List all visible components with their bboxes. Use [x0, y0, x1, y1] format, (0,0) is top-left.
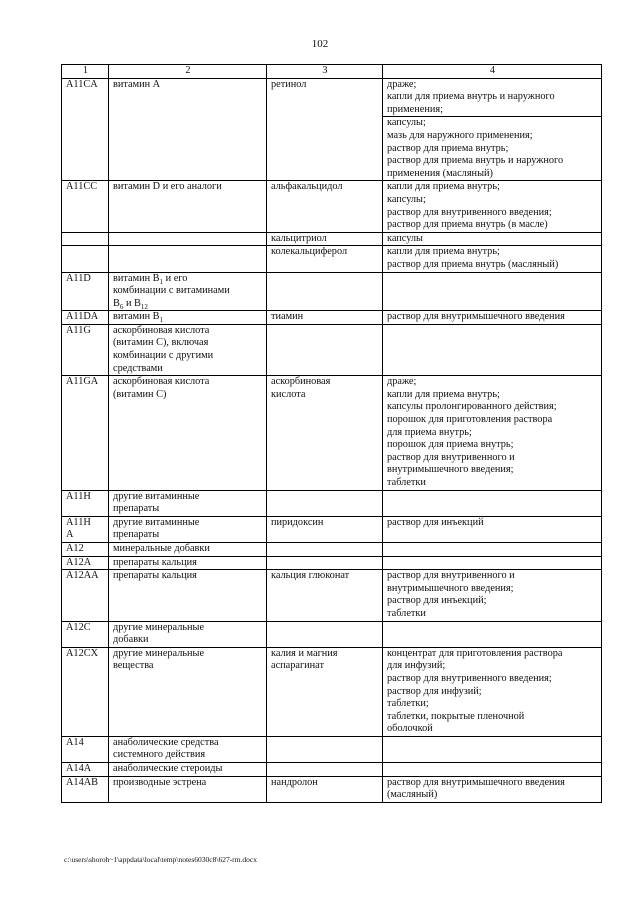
dosage-form-cell [383, 272, 602, 311]
atc-code-cell [62, 246, 109, 272]
drug-name-cell [267, 763, 383, 777]
atc-code-cell [62, 232, 109, 246]
dosage-form-cell [383, 311, 602, 325]
dosage-form-cell [383, 516, 602, 542]
atc-code-cell: A12C [62, 621, 109, 647]
atc-code-cell: A12A [62, 556, 109, 570]
table-row [62, 556, 602, 570]
dosage-form-block [387, 273, 598, 286]
table-row [62, 542, 602, 556]
atc-code-cell: A14A [62, 763, 109, 777]
drug-table [61, 64, 602, 803]
dosage-form-block [387, 543, 598, 556]
dosage-form-block: раствор для внутримышечного введения [387, 311, 565, 323]
group-cell: препараты кальция [109, 570, 267, 621]
drug-name-cell: ретинол [267, 78, 383, 181]
dosage-form-cell [383, 621, 602, 647]
column-header-2: 2 [109, 65, 267, 79]
atc-code-cell: A11GA [62, 376, 109, 490]
drug-name-cell: тиамин [267, 311, 383, 325]
dosage-form-block: капсулы; мазь для наружного применения; раствор для приема внутрь; раствор для приема внутрь и наружного применения (масляный) [383, 116, 601, 180]
group-cell: препараты кальция [109, 556, 267, 570]
dosage-form-cell [383, 246, 602, 272]
table-row [62, 570, 602, 621]
column-header-3: 3 [267, 65, 383, 79]
group-cell: витамин D и его аналоги [109, 181, 267, 232]
group-cell: производные эстрена [109, 776, 267, 802]
dosage-form-cell [383, 181, 602, 232]
table-row [62, 647, 602, 736]
table-row [62, 246, 602, 272]
dosage-form-cell [383, 232, 602, 246]
drug-name-cell: альфакальцидол [267, 181, 383, 232]
group-cell: витамин А [109, 78, 267, 181]
drug-name-cell: кальция глюконат [267, 570, 383, 621]
atc-code-cell: A12 [62, 542, 109, 556]
dosage-form-block: капсулы [387, 232, 423, 244]
table-row [62, 621, 602, 647]
dosage-form-cell [383, 542, 602, 556]
table-header-row [62, 65, 602, 79]
group-cell: аскорбиновая кислота (витамин С) [109, 376, 267, 490]
drug-name-cell [267, 490, 383, 516]
table-row [62, 272, 602, 311]
atc-code-cell: A11CA [62, 78, 109, 181]
dosage-form-cell [383, 78, 602, 181]
dosage-form-cell [383, 490, 602, 516]
drug-name-cell: калия и магния аспарагинат [267, 647, 383, 736]
drug-name-cell: нандролон [267, 776, 383, 802]
group-cell: витамин $B_1$ и его комбинации с витаминами $B_6$ и $B_{12}$ [109, 272, 267, 311]
atc-code-cell: A11CC [62, 181, 109, 232]
drug-name-cell: кальцитриол [267, 232, 383, 246]
group-cell: другие минеральные вещества [109, 647, 267, 736]
atc-code-cell: A11H [62, 490, 109, 516]
dosage-form-block: раствор для инъекций [387, 516, 484, 528]
dosage-form-cell [383, 376, 602, 490]
dosage-form-block: драже; капли для приема внутрь; капсулы пролонгированного действия; порошок для приготовления раствора для приема внутрь; порошок для приема внутрь; раствор для внутривенного и внутримышечного введения; таблетки [387, 376, 557, 488]
dosage-form-block [387, 557, 598, 570]
group-cell: другие витаминные препараты [109, 490, 267, 516]
group-cell: другие минеральные добавки [109, 621, 267, 647]
dosage-form-block [387, 737, 598, 750]
drug-name-cell [267, 736, 383, 762]
group-cell [109, 232, 267, 246]
atc-code-cell: A12AA [62, 570, 109, 621]
drug-name-cell [267, 324, 383, 375]
table-body [62, 78, 602, 802]
group-cell: минеральные добавки [109, 542, 267, 556]
dosage-form-block [387, 491, 598, 504]
drug-name-cell [267, 272, 383, 311]
group-cell: аскорбиновая кислота (витамин С), включая комбинации с другими средствами [109, 324, 267, 375]
atc-code-cell: A11D [62, 272, 109, 311]
table-row [62, 324, 602, 375]
drug-name-cell [267, 556, 383, 570]
dosage-form-cell [383, 776, 602, 802]
dosage-form-block [387, 622, 598, 635]
dosage-form-cell [383, 570, 602, 621]
drug-name-cell: аскорбиновая кислота [267, 376, 383, 490]
atc-code-cell: A12CX [62, 647, 109, 736]
atc-code-cell: A14AB [62, 776, 109, 802]
dosage-form-block [387, 763, 598, 776]
dosage-form-cell [383, 324, 602, 375]
group-cell: витамин $B_1$ [109, 311, 267, 325]
atc-code-cell: A11DA [62, 311, 109, 325]
table-row [62, 376, 602, 490]
atc-code-cell: A14 [62, 736, 109, 762]
table-row [62, 181, 602, 232]
table-row [62, 736, 602, 762]
dosage-form-block [387, 325, 598, 338]
dosage-form-block: капли для приема внутрь; раствор для приема внутрь (масляный) [387, 246, 559, 270]
table-row [62, 776, 602, 802]
dosage-form-cell [383, 647, 602, 736]
dosage-form-cell [383, 556, 602, 570]
table-row [62, 311, 602, 325]
dosage-form-block: драже; капли для приема внутрь и наружного применения; [387, 78, 555, 115]
dosage-form-block: раствор для внутривенного и внутримышечного введения; раствор для инъекций; таблетки [387, 570, 515, 619]
drug-name-cell [267, 542, 383, 556]
group-cell [109, 246, 267, 272]
page-number: 102 [311, 38, 329, 50]
group-cell: анаболические средства системного действия [109, 736, 267, 762]
dosage-form-block: концентрат для приготовления раствора для инфузий; раствор для внутривенного введения; раствор для инфузий; таблетки; таблетки, покрытые пленочной оболочкой [387, 647, 563, 735]
column-header-4: 4 [383, 65, 602, 79]
table-row [62, 78, 602, 181]
column-header-1: 1 [62, 65, 109, 79]
drug-name-cell [267, 621, 383, 647]
drug-name-cell: колекальциферол [267, 246, 383, 272]
atc-code-cell: A11H A [62, 516, 109, 542]
footer-file-path: c:\users\shoroh~1\appdata\local\temp\notes6030c8\627-rm.docx [64, 855, 257, 864]
dosage-form-cell [383, 763, 602, 777]
dosage-form-block: капли для приема внутрь; капсулы; раствор для внутривенного введения; раствор для приема внутрь (в масле) [387, 181, 552, 231]
group-cell: анаболические стероиды [109, 763, 267, 777]
dosage-form-cell [383, 736, 602, 762]
drug-name-cell: пиридоксин [267, 516, 383, 542]
table-row [62, 516, 602, 542]
group-cell: другие витаминные препараты [109, 516, 267, 542]
atc-code-cell: A11G [62, 324, 109, 375]
table-row [62, 490, 602, 516]
dosage-form-block: раствор для внутримышечного введения (масляный) [387, 776, 565, 801]
table-row [62, 763, 602, 777]
table-row [62, 232, 602, 246]
